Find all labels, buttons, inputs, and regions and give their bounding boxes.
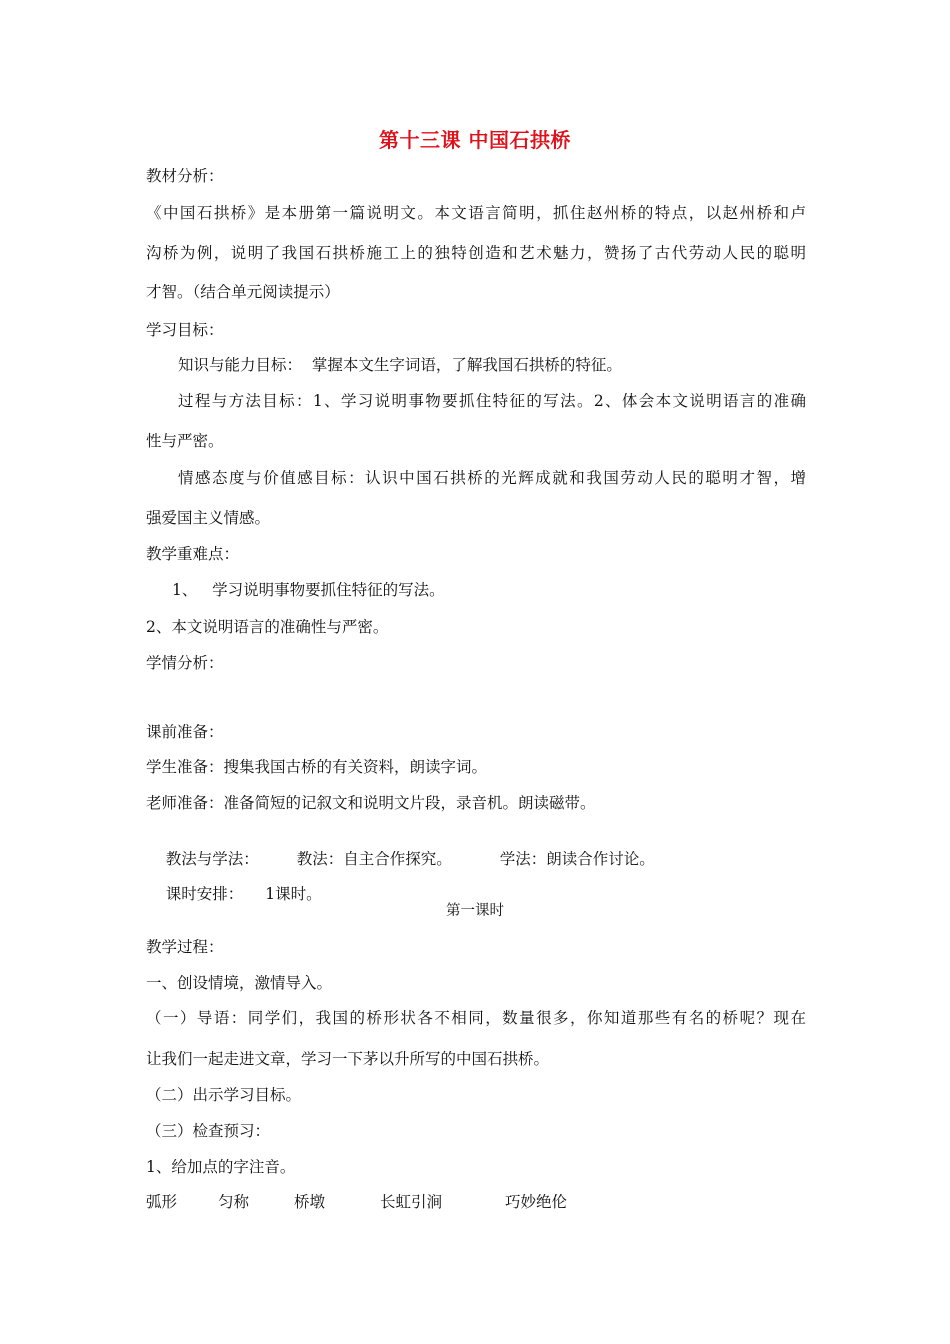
lesson-period-label: 第一课时 — [446, 903, 504, 919]
key-point-2: 2、本文说明语言的准确性与严密。 — [146, 618, 389, 636]
analysis-heading: 教材分析： — [146, 167, 224, 185]
goal-process-line-1: 过程与方法目标：1、学习说明事物要抓住特征的写法。2、体会本文说明语言的准确 — [178, 392, 806, 410]
vocab-word: 巧妙绝伦 — [505, 1193, 568, 1211]
intro-line-2: 让我们一起走进文章，学习一下茅以升所写的中国石拱桥。 — [146, 1050, 550, 1068]
check-preview: （三）检查预习： — [146, 1122, 271, 1140]
analysis-line-1: 《中国石拱桥》是本册第一篇说明文。本文语言简明，抓住赵州桥的特点，以赵州桥和卢 — [146, 204, 806, 222]
show-goals: （二）出示学习目标。 — [146, 1086, 302, 1104]
teaching-method: 教法：自主合作探究。 — [296, 850, 452, 868]
vocab-word: 长虹引涧 — [380, 1193, 443, 1211]
methods-label: 教法与学法： — [165, 850, 259, 868]
vocab-word: 弧形 — [146, 1193, 178, 1211]
goal-knowledge: 知识与能力目标： 掌握本文生字词语，了解我国石拱桥的特征。 — [178, 356, 622, 374]
key-points-heading: 教学重难点： — [146, 545, 240, 563]
vocab-word: 匀称 — [218, 1193, 250, 1211]
intro-line-1: （一）导语：同学们，我国的桥形状各不相同，数量很多，你知道那些有名的桥呢？现在 — [146, 1009, 806, 1027]
goals-heading: 学习目标： — [146, 321, 224, 339]
schedule-label: 课时安排： — [165, 885, 244, 903]
teacher-preparation: 老师准备：准备简短的记叙文和说明文片段，录音机。朗读磁带。 — [146, 794, 596, 812]
schedule-value: 1课时。 — [265, 885, 322, 903]
step-one-heading: 一、创设情境，激情导入。 — [146, 974, 333, 992]
student-preparation: 学生准备：搜集我国古桥的有关资料，朗读字词。 — [146, 758, 488, 776]
process-heading: 教学过程： — [146, 938, 224, 956]
vocab-word: 桥墩 — [294, 1193, 326, 1211]
goal-process-line-2: 性与严密。 — [146, 432, 224, 450]
learner-analysis-heading: 学情分析： — [146, 654, 224, 672]
page-title: 第十三课 中国石拱桥 — [379, 128, 571, 152]
goal-emotion-line-1: 情感态度与价值感目标：认识中国石拱桥的光辉成就和我国劳动人民的聪明才智，增 — [178, 469, 806, 487]
learning-method: 学法：朗读合作讨论。 — [499, 850, 655, 868]
key-point-1: 1、 学习说明事物要抓住特征的写法。 — [172, 581, 445, 599]
goal-emotion-line-2: 强爱国主义情感。 — [146, 509, 271, 527]
analysis-line-2: 沟桥为例，说明了我国石拱桥施工上的独特创造和艺术魅力，赞扬了古代劳动人民的聪明 — [146, 244, 806, 262]
analysis-line-3: 才智。（结合单元阅读提示） — [146, 283, 340, 301]
phonetic-task: 1、给加点的字注音。 — [146, 1158, 296, 1176]
preparation-heading: 课前准备： — [146, 723, 224, 741]
